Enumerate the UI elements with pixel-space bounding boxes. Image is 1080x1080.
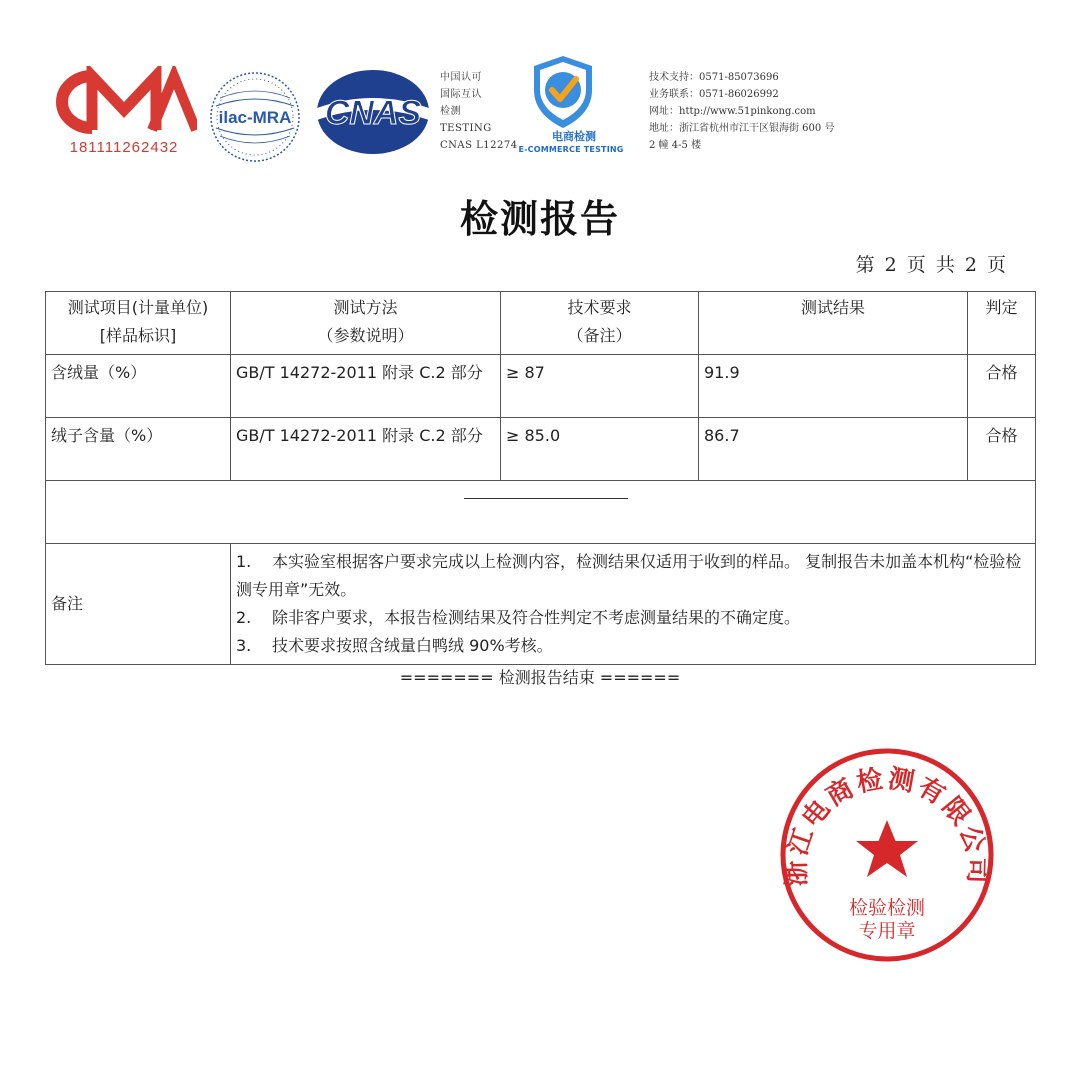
cma-logo	[52, 66, 197, 158]
header-method: 测试方法 （参数说明）	[231, 292, 501, 355]
seal-line-2: 专用章	[858, 920, 916, 942]
header-requirement: 技术要求 （备注）	[501, 292, 699, 355]
cell-method: GB/T 14272-2011 附录 C.2 部分	[231, 355, 501, 418]
cnas-line-2: 国际互认	[440, 89, 482, 100]
cell-item: 含绒量（%）	[46, 355, 231, 418]
cnas-line-1: 中国认可	[440, 72, 482, 83]
table-header-row	[46, 292, 1036, 355]
cnas-accreditation-text	[440, 69, 518, 154]
seal-ring-text: 浙江电商检测有限公司	[781, 763, 993, 887]
note-item: 3. 技术要求按照含绒量白鸭绒 90%考核。	[236, 636, 553, 655]
cnas-line-4: TESTING	[440, 123, 492, 134]
test-results-table	[45, 291, 1036, 665]
cell-method: GB/T 14272-2011 附录 C.2 部分	[231, 418, 501, 481]
cell-item: 绒子含量（%）	[46, 418, 231, 481]
cnas-line-3: 检测	[440, 106, 461, 117]
ilac-mra-logo	[208, 70, 302, 164]
cell-result: 91.9	[699, 355, 968, 418]
cell-result: 86.7	[699, 418, 968, 481]
cnas-line-5: CNAS L12274	[440, 140, 518, 151]
notes-row	[46, 544, 1036, 665]
seal-line-1: 检验检测	[848, 897, 926, 919]
ecommerce-testing-cn: 电商检测	[552, 130, 596, 143]
page-number: 第 2 页 共 2 页	[855, 254, 1006, 276]
star-icon	[856, 820, 918, 877]
notes-content	[231, 544, 1036, 665]
contact-business: 业务联系：0571-86026992	[649, 89, 779, 100]
separator-line	[464, 498, 628, 499]
contact-info	[649, 69, 834, 154]
cell-requirement: ≥ 87	[501, 355, 699, 418]
contact-website: 网址：http://www.51pinkong.com	[649, 106, 816, 117]
note-item: 2. 除非客户要求，本报告检测结果及符合性判定不考虑测量结果的不确定度。	[236, 608, 801, 627]
official-seal	[780, 748, 994, 962]
table-row	[46, 418, 1036, 481]
note-item: 1. 本实验室根据客户要求完成以上检测内容，检测结果仅适用于收到的样品。 复制报告未加盖本机构“检验检测专用章”无效。	[236, 552, 1022, 599]
contact-address-2: 2 幢 4-5 楼	[649, 140, 702, 151]
header-verdict: 判定	[968, 292, 1036, 355]
contact-tech-support: 技术支持：0571-85073696	[649, 72, 779, 83]
table-row	[46, 355, 1036, 418]
ecommerce-testing-en: E-COMMERCE TESTING	[518, 145, 624, 154]
report-title: 检测报告	[459, 196, 620, 241]
ilac-text: ilac-MRA	[218, 108, 292, 127]
cnas-logo	[314, 68, 432, 156]
blank-cell	[46, 481, 1036, 544]
cma-number: 181111262432	[69, 139, 179, 156]
blank-row	[46, 481, 1036, 544]
cell-verdict: 合格	[968, 418, 1036, 481]
cnas-text: CNAS	[324, 94, 422, 132]
shield-check-icon	[530, 52, 596, 132]
contact-address: 地址：浙江省杭州市江干区银海街 600 号	[649, 123, 835, 134]
header-result: 测试结果	[699, 292, 968, 355]
cell-requirement: ≥ 85.0	[501, 418, 699, 481]
notes-label: 备注	[46, 544, 231, 665]
header-item: 测试项目(计量单位) [样品标识]	[46, 292, 231, 355]
cell-verdict: 合格	[968, 355, 1036, 418]
report-end-marker: ======= 检测报告结束 ======	[399, 668, 681, 687]
